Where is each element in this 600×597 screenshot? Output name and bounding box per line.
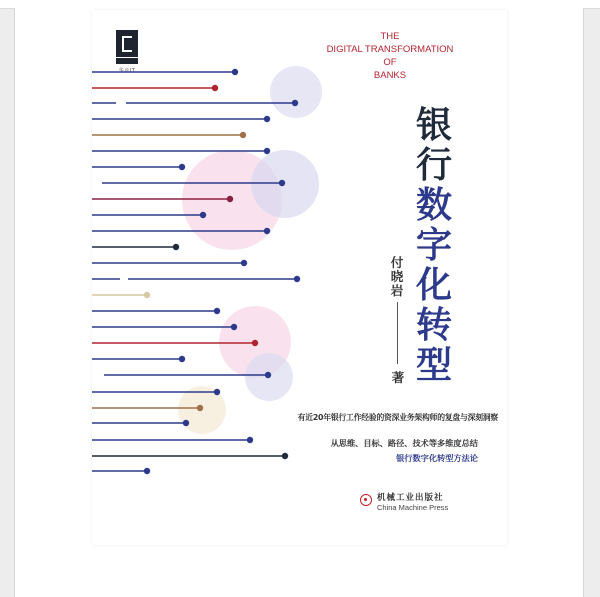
bar-dot [282, 453, 288, 459]
bar-dot [264, 116, 270, 122]
bar-dot [214, 308, 220, 314]
english-title-line: DIGITAL TRANSFORMATION [326, 44, 454, 55]
tagline-3: 银行数字化转型方法论 [396, 453, 478, 463]
bar-dot [231, 324, 237, 330]
publisher-name-cn: 机械工业出版社 [377, 493, 444, 503]
vertical-char: 转 [415, 305, 452, 346]
bar-dot [232, 69, 238, 75]
author-role: 著 [391, 370, 405, 385]
bar-dot [227, 196, 233, 202]
vertical-char: 型 [415, 345, 452, 386]
bar-dot [197, 405, 203, 411]
bar-dot [144, 292, 150, 298]
english-title-line: THE [380, 31, 400, 42]
tagline-1: 有近20年银行工作经验的资深业务架构师的复盘与深刻洞察 [297, 413, 498, 422]
vertical-char: 化 [415, 265, 452, 306]
author-divider [397, 302, 398, 364]
bar-dot [265, 372, 271, 378]
chinese-title-line-2 [410, 186, 458, 386]
bar-dot [292, 100, 298, 106]
book-cover [92, 10, 507, 545]
vertical-char: 岩 [390, 283, 404, 298]
bar-dot [144, 468, 150, 474]
bar-dot [240, 132, 246, 138]
bar-dot [183, 420, 189, 426]
vertical-char: 数 [415, 185, 452, 226]
bar-dot [264, 148, 270, 154]
chinese-title-line-1 [410, 106, 458, 186]
bar-dot [214, 389, 220, 395]
bar-dot [179, 164, 185, 170]
imprint-name: 华章IT [118, 68, 136, 74]
tagline-2: 从思维、目标、路径、技术等多维度总结 [330, 438, 478, 448]
vertical-char: 银 [415, 105, 452, 146]
bar-dot [252, 340, 258, 346]
english-title-line: BANKS [373, 70, 407, 81]
publisher-name-en: China Machine Press [377, 503, 449, 512]
bar-dot [179, 356, 185, 362]
bar-dot [212, 85, 218, 91]
vertical-char: 行 [415, 145, 452, 186]
chinese-title [410, 106, 458, 386]
publisher-logo-icon [360, 494, 372, 506]
vertical-char: 字 [415, 225, 452, 266]
bar-dot [200, 212, 206, 218]
bar-dot [247, 437, 253, 443]
bar-dot [173, 244, 179, 250]
vertical-char: 付 [390, 255, 404, 270]
author-name [387, 256, 407, 298]
bar-dot [264, 228, 270, 234]
english-title-line: OF [383, 57, 397, 68]
english-title [310, 30, 470, 82]
vertical-char: 晓 [390, 269, 404, 284]
bar-dot [294, 276, 300, 282]
bar-dot [279, 180, 285, 186]
bar-dot [241, 260, 247, 266]
